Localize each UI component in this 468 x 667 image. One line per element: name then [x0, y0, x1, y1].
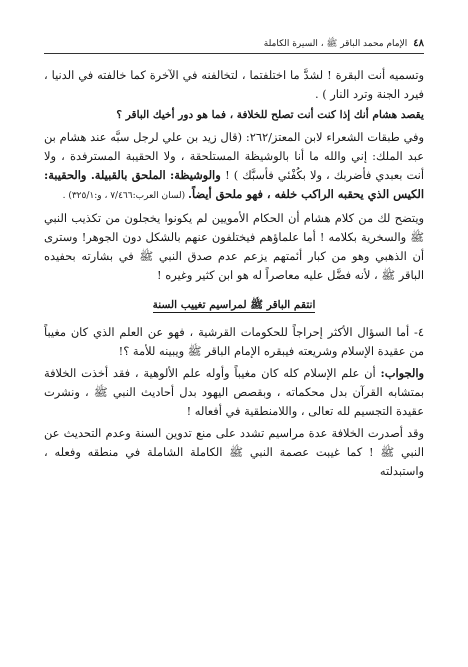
book-page — [44, 38, 424, 484]
paragraph-zayd-quote — [44, 128, 424, 206]
paragraph-hisham-quote-end: وتسميه أنت البقرة ! لشدَّ ما اختلفتما ، لتخالفنه في الآخرة كما خالفته في الدنيا ، فيرد الجنة وترد النار ) . — [44, 68, 424, 101]
zayd-quote-text: وفي طبقات الشعراء لابن المعتز/٢٦٢: (قال زيد بن علي لرجل سبَّه عند هشام بن عبد الملك: إني والله ما أنا بالوشيظة المستلحقة ، ولا الحقيبة المسترفدة ، ولا أنت بعبدي فأضربك ، ولا بكُفْئي فأسبَّك ) ! — [44, 130, 425, 182]
running-title: الإمام محمد الباقر ﷺ ، السيرة الكاملة — [263, 39, 408, 49]
section-heading-text: انتقم الباقر ﷺ لمراسيم تغييب السنة — [152, 299, 316, 311]
question-line: يقصد هشام أنك إذا كنت أنت تصلح للخلافة ، فما هو دور أخيك الباقر ؟ — [116, 109, 424, 121]
page-number: ٤٨ — [413, 38, 424, 49]
running-header — [44, 38, 424, 54]
paragraph-umayyad-rulers: ويتضح لك من كلام هشام أن الحكام الأمويين لم يكونوا يخجلون من تكذيب النبي ﷺ والسخرية بكلامه ! أما علماؤهم فيختلفون عنهم بالشكل دون الجوهر! وسترى أن الذهبي وهو من كبار أئمتهم يزعم عدم صدق النبي ﷺ في بشارته بحفيده الباقر ﷺ ، لأنه فضَّل عليه معاصراً له هو ابن كثير وغيره ! — [44, 211, 424, 282]
paragraph-question-four: ٤- أما السؤال الأكثر إحراجاً للحكومات القرشية ، فهو عن العلم الذي كان مغيباً من عقيدة الإسلام وشريعته فيبقره الإمام الباقر ﷺ ويبينه للأمة ؟! — [44, 325, 424, 358]
gloss-text: والوشيظة: الملحق بالقبيلة. والحقيبة: الكيس الذي يحقبه الراكب خلفه ، فهو ملحق أيضاً. — [44, 168, 424, 201]
paragraph-decrees: وقد أصدرت الخلافة عدة مراسيم تشدد على منع تدوين السنة وعدم التحديث عن النبي ﷺ ! كما غيبت عصمة النبي ﷺ الكاملة الشاملة في منطقه وفعله ، واستبدلته — [44, 426, 424, 478]
section-heading — [44, 297, 424, 313]
citation-text: (لسان العرب:٧/٤٦٦ ، و:٣٢٥/١) . — [62, 191, 189, 201]
page-body — [44, 66, 424, 481]
answer-label: والجواب: — [380, 366, 424, 380]
answer-text: أن علم الإسلام كله كان مغيباً وأوله علم الألوهية ، فقد أخذت الخلافة بمتشابه القرآن بدل محكماته ، وبقصص اليهود بدل أحاديث النبي ﷺ ، ونشرت عقيدة التجسيم لله تعالى ، واللامنطقية في أفعاله ! — [44, 366, 424, 418]
paragraph-answer — [44, 364, 424, 421]
